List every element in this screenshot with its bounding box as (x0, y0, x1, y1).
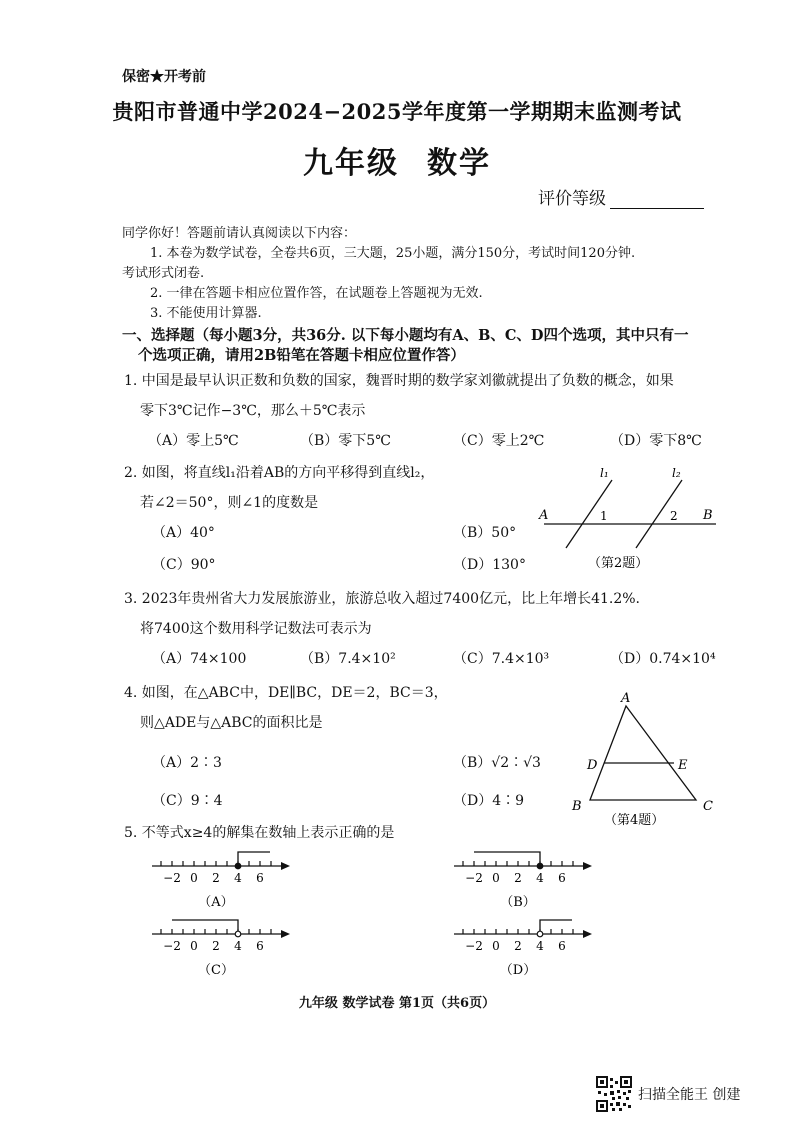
tick-label: 2 (514, 939, 522, 953)
number-line-option-label: （D） (499, 963, 537, 978)
point-a-label: A (621, 691, 631, 706)
question-4-text-cont: 则△ADE与△ABC的面积比是 (140, 715, 323, 731)
q1-option-c: （C）零上2℃ (453, 433, 545, 449)
number-line-option-c (150, 910, 300, 978)
question-3-text: 3. 2023年贵州省大力发展旅游业，旅游总收入超过7400亿元，比上年增长41.2%. (124, 591, 640, 607)
solution-range (540, 920, 572, 934)
confidential-label: 保密★开考前 (122, 69, 206, 85)
point-b-label: B (572, 799, 582, 814)
q3-option-a: （A）74×100 (152, 651, 247, 667)
tick-label: −2 (163, 871, 181, 885)
q4-option-c: （C）9∶4 (152, 793, 223, 809)
triangle-abc (590, 706, 696, 800)
grade-title: 九年级 (303, 146, 399, 181)
q2-option-c: （C）90° (152, 557, 216, 573)
instruction-item: 考试形式闭卷. (122, 266, 205, 281)
line-l2-label: l₂ (672, 466, 681, 480)
angle-1-label: 1 (600, 509, 608, 523)
subject-name: 数学 (427, 146, 491, 181)
tick-label: 0 (190, 871, 198, 885)
tick-label: −2 (465, 939, 483, 953)
q1-option-d: （D）零下8℃ (610, 433, 702, 449)
point-e-label: E (678, 758, 688, 773)
evaluation-grade-blank (610, 192, 704, 209)
instruction-item: 2. 一律在答题卡相应位置作答，在试题卷上答题视为无效. (150, 286, 483, 301)
axis-arrow-icon (281, 862, 290, 870)
q2-option-a: （A）40° (152, 525, 215, 541)
number-line-option-label: （C） (198, 963, 234, 978)
line-l1-label: l₁ (600, 466, 609, 480)
q4-option-d: （D）4∶9 (453, 793, 525, 809)
tick-label: 4 (234, 939, 242, 953)
question-3-text-cont: 将7400这个数用科学记数法可表示为 (140, 621, 372, 637)
axis-arrow-icon (583, 930, 592, 938)
tick-label: 4 (234, 871, 242, 885)
q1-option-b: （B）零下5℃ (300, 433, 391, 449)
q2-option-b: （B）50° (453, 525, 517, 541)
point-b-label: B (703, 508, 713, 523)
section-heading: 一、选择题（每小题3分，共36分. 以下每小题均有A、B、C、D四个选项，其中只有一 (122, 327, 689, 344)
q4-figure-caption: （第4题） (604, 813, 665, 828)
question-2-text: 2. 如图，将直线l₁沿着AB的方向平移得到直线l₂， (124, 465, 435, 481)
tick-label: 6 (256, 871, 264, 885)
q3-option-b: （B）7.4×10² (300, 651, 396, 667)
number-line-option-a (150, 842, 300, 910)
filled-dot (235, 863, 241, 869)
question-2-text-cont: 若∠2＝50°，则∠1的度数是 (140, 495, 319, 511)
scanner-watermark: 扫描全能王 创建 (638, 1087, 741, 1103)
tick-label: −2 (465, 871, 483, 885)
tick-label: 0 (492, 939, 500, 953)
tick-label: 6 (256, 939, 264, 953)
hollow-dot (537, 931, 543, 937)
question-5-text: 5. 不等式x≥4的解集在数轴上表示正确的是 (124, 825, 395, 841)
q2-figure (530, 462, 730, 582)
q1-option-a: （A）零上5℃ (148, 433, 239, 449)
number-line-option-d (452, 910, 602, 978)
instructions-greeting: 同学你好！答题前请认真阅读以下内容： (122, 226, 357, 241)
question-1-text-cont: 零下3℃记作−3℃，那么＋5℃表示 (140, 403, 366, 419)
instruction-item: 3. 不能使用计算器. (150, 306, 262, 321)
tick-label: 0 (492, 871, 500, 885)
qr-code-icon (596, 1076, 632, 1112)
hollow-dot (235, 931, 241, 937)
q2-option-d: （D）130° (453, 557, 526, 573)
page-footer: 九年级 数学试卷 第1页（共6页） (298, 996, 496, 1011)
tick-label: 4 (536, 871, 544, 885)
evaluation-grade-label: 评价等级 (538, 189, 606, 209)
point-c-label: C (703, 799, 713, 814)
question-4-text: 4. 如图，在△ABC中，DE∥BC，DE＝2，BC＝3， (124, 685, 448, 701)
instruction-item: 1. 本卷为数学试卷，全卷共6页，三大题，25小题，满分150分，考试时间120分钟. (150, 246, 636, 261)
filled-dot (537, 863, 543, 869)
q3-option-c: （C）7.4×10³ (453, 651, 550, 667)
tick-label: 0 (190, 939, 198, 953)
q3-option-d: （D）0.74×10⁴ (610, 651, 716, 667)
evaluation-grade (538, 184, 704, 209)
point-d-label: D (587, 758, 598, 773)
tick-label: 2 (514, 871, 522, 885)
q4-option-a: （A）2∶3 (152, 755, 222, 771)
subject-title (0, 138, 794, 182)
tick-label: 2 (212, 871, 220, 885)
angle-2-label: 2 (670, 509, 678, 523)
number-line-option-label: （B） (500, 895, 536, 910)
tick-label: −2 (163, 939, 181, 953)
tick-label: 6 (558, 871, 566, 885)
q4-figure (560, 686, 740, 828)
axis-arrow-icon (583, 862, 592, 870)
tick-label: 6 (558, 939, 566, 953)
solution-range (238, 852, 270, 866)
point-a-label: A (539, 508, 549, 523)
q2-figure-caption: （第2题） (588, 556, 649, 571)
axis-arrow-icon (281, 930, 290, 938)
number-line-option-b (452, 842, 602, 910)
tick-label: 2 (212, 939, 220, 953)
exam-title: 贵阳市普通中学2024−2025学年度第一学期期末监测考试 (112, 99, 682, 124)
question-1-text: 1. 中国是最早认识正数和负数的国家，魏晋时期的数学家刘徽就提出了负数的概念，如果 (124, 373, 674, 389)
number-line-option-label: （A） (198, 895, 234, 910)
q4-option-b: （B）√2∶√3 (453, 755, 541, 771)
section-heading-cont: 个选项正确，请用2B铅笔在答题卡相应位置作答） (138, 347, 465, 364)
tick-label: 4 (536, 939, 544, 953)
